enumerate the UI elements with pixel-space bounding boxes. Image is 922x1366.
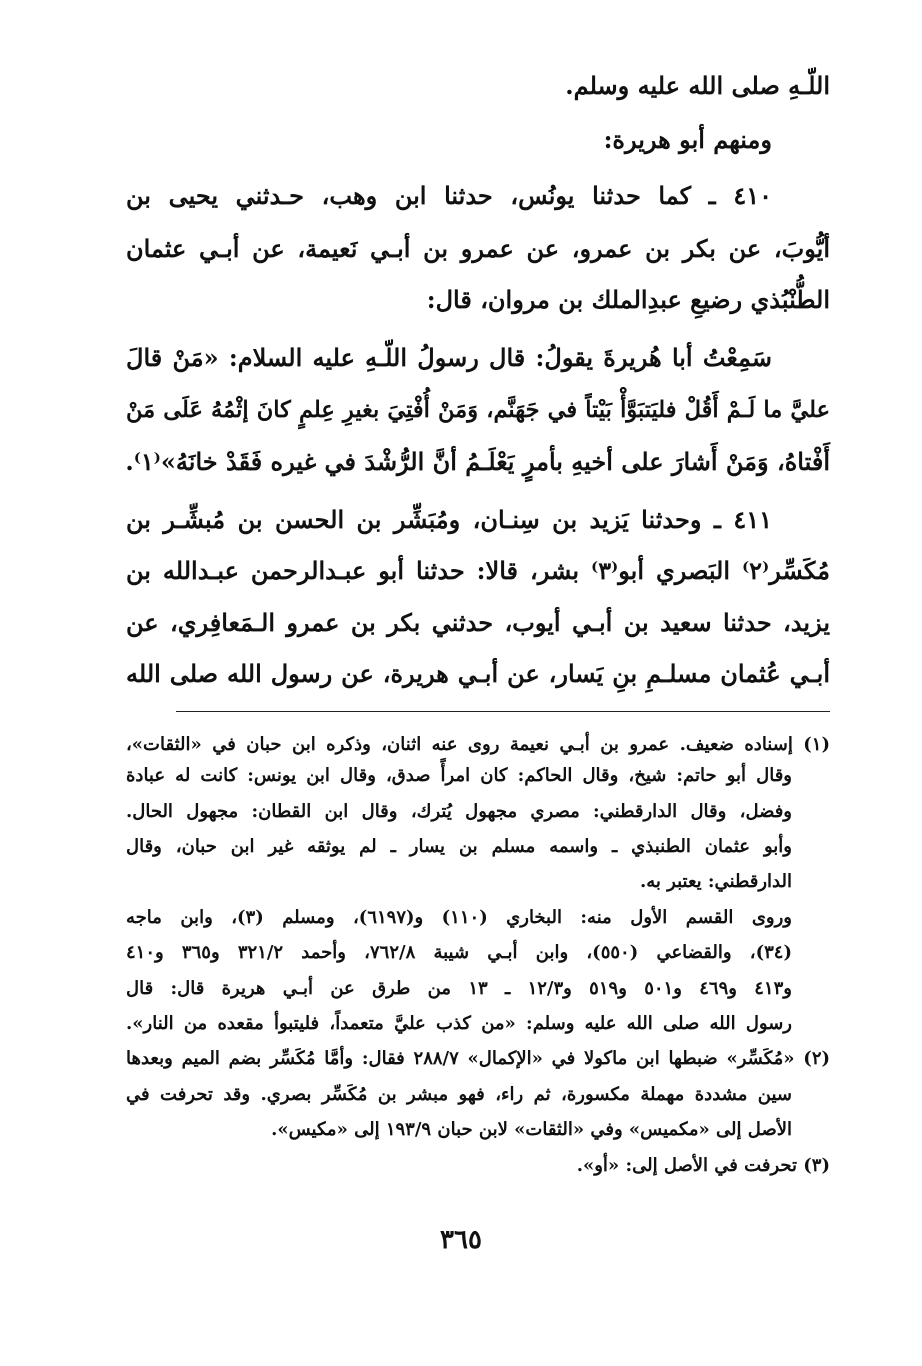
footnote-line: و٤١٣ و٤٦٩ و٥٠١ و٥١٩ و١٢/٣ ـ ١٣ من طرق عن أبـي هريرة قال: قال — [126, 978, 792, 999]
footnote-line: رسول الله صلى الله عليه وسلم: «من كذب عليَّ متعمداً، فليتبوأ مقعده من النار». — [126, 1013, 792, 1034]
footnote-line: وروى القسم الأول منه: البخاري (١١٠) و(٦١٩٧)، ومسلم (٣)، وابن ماجه — [126, 907, 792, 928]
main-text-line: أبـي عُثمان مسلـمِ بنِ يَسار، عن أبـي هريرة، عن رسول الله صلى الله — [126, 659, 830, 688]
footnote-line: وفضل، وقال الدارقطني: مصري مجهول يُترك، وقال ابن القطان: مجهول الحال. — [126, 801, 792, 822]
main-text-line: اللّـهِ صلى الله عليه وسلم. — [565, 71, 830, 100]
main-text-line: أيُّوبَ، عن بكر بن عمرو، عن عمرو بن أبـي نَعيمة، عن أبـي عثمان — [126, 234, 830, 263]
main-text-line: يزيد، حدثنا سعيد بن أبـي أيوب، حدثني بكر بن عمرو الـمَعافِري، عن — [126, 608, 830, 637]
main-text-line: ومنهم أبو هريرة: — [603, 125, 772, 154]
footnote-separator — [176, 711, 830, 712]
footnote-line: وقال أبو حاتم: شيخ، وقال الحاكم: كان امرأً صدق، وقال ابن يونس: كانت له عبادة — [126, 765, 792, 786]
footnote-line: (١) إسناده ضعيف. عمرو بن أبـي نعيمة روى عنه اثنان، وذكره ابن حبان في «الثقات»، — [126, 734, 830, 755]
footnote-line: (٢) «مُكَسِّر» ضبطها ابن ماكولا في «الإكمال» ٢٨٨/٧ فقال: وأمَّا مُكَسِّر بضم الميم وبعدها — [126, 1048, 831, 1069]
footnote-line: سين مشددة مهملة مكسورة، ثم راء، فهو مبشر بن مُكَسِّر بصري. وقد تحرفت في — [126, 1084, 792, 1105]
footnote-line: (٣٤)، والقضاعي (٥٥٠)، وابن أبـي شيبة ٧٦٢/٨، وأحمد ٣٢١/٢ و٣٦٥ و٤١٠ — [126, 942, 792, 963]
main-text-line: عليَّ ما لَـمْ أَقُلْ فليَتبَوَّأْ بَيْتاً في جَهَنَّم، وَمَنْ أُفْتِيَ بغيرِ عِلمٍ كانَ إثْمُهُ عَلَى مَنْ — [126, 397, 830, 423]
main-text-line: مُكَسِّر⁽٢⁾ البَصري أبو⁽٣⁾ بشر، قالا: حدثنا أبو عبـدالرحمن عبـدالله بن — [126, 556, 830, 585]
footnote-line: الدارقطني: يعتبر به. — [639, 871, 792, 892]
footnote-line: وأبو عثمان الطنبذي ـ واسمه مسلم بن يسار ـ لم يوثقه غير ابن حبان، وقال — [126, 836, 792, 857]
main-text-line: ٤١١ ـ وحدثنا يَزيد بن سِنـان، ومُبَشِّر بن الحسن بن مُبشِّـر بن — [126, 505, 772, 534]
main-text-line: أَفْتاهُ، وَمَنْ أَشارَ على أخيهِ بأمرٍ يَعْلَـمُ أنَّ الرُّشْدَ في غيره فَقَدْ خانَهُ»⁽١⁾. — [125, 447, 830, 476]
footnote-line: (٣) تحرفت في الأصل إلى: «أو». — [576, 1155, 830, 1176]
main-text-line: ٤١٠ ـ كما حدثنا يونُس، حدثنا ابن وهب، حـدثني يحيى بن — [126, 181, 772, 210]
page-number: ٣٦٥ — [440, 1225, 482, 1255]
main-text-line: الطُّنْبُذي رضيعِ عبدِالملك بن مروان، قال: — [426, 285, 830, 314]
main-text-line: سَمِعْتُ أبا هُريرةَ يقولُ: قال رسولُ اللّـهِ عليه السلام: «مَنْ قالَ — [126, 343, 772, 372]
footnote-line: الأصل إلى «مكميس» وفي «الثقات» لابن حبان ١٩٣/٩ إلى «مكيس». — [271, 1119, 792, 1140]
